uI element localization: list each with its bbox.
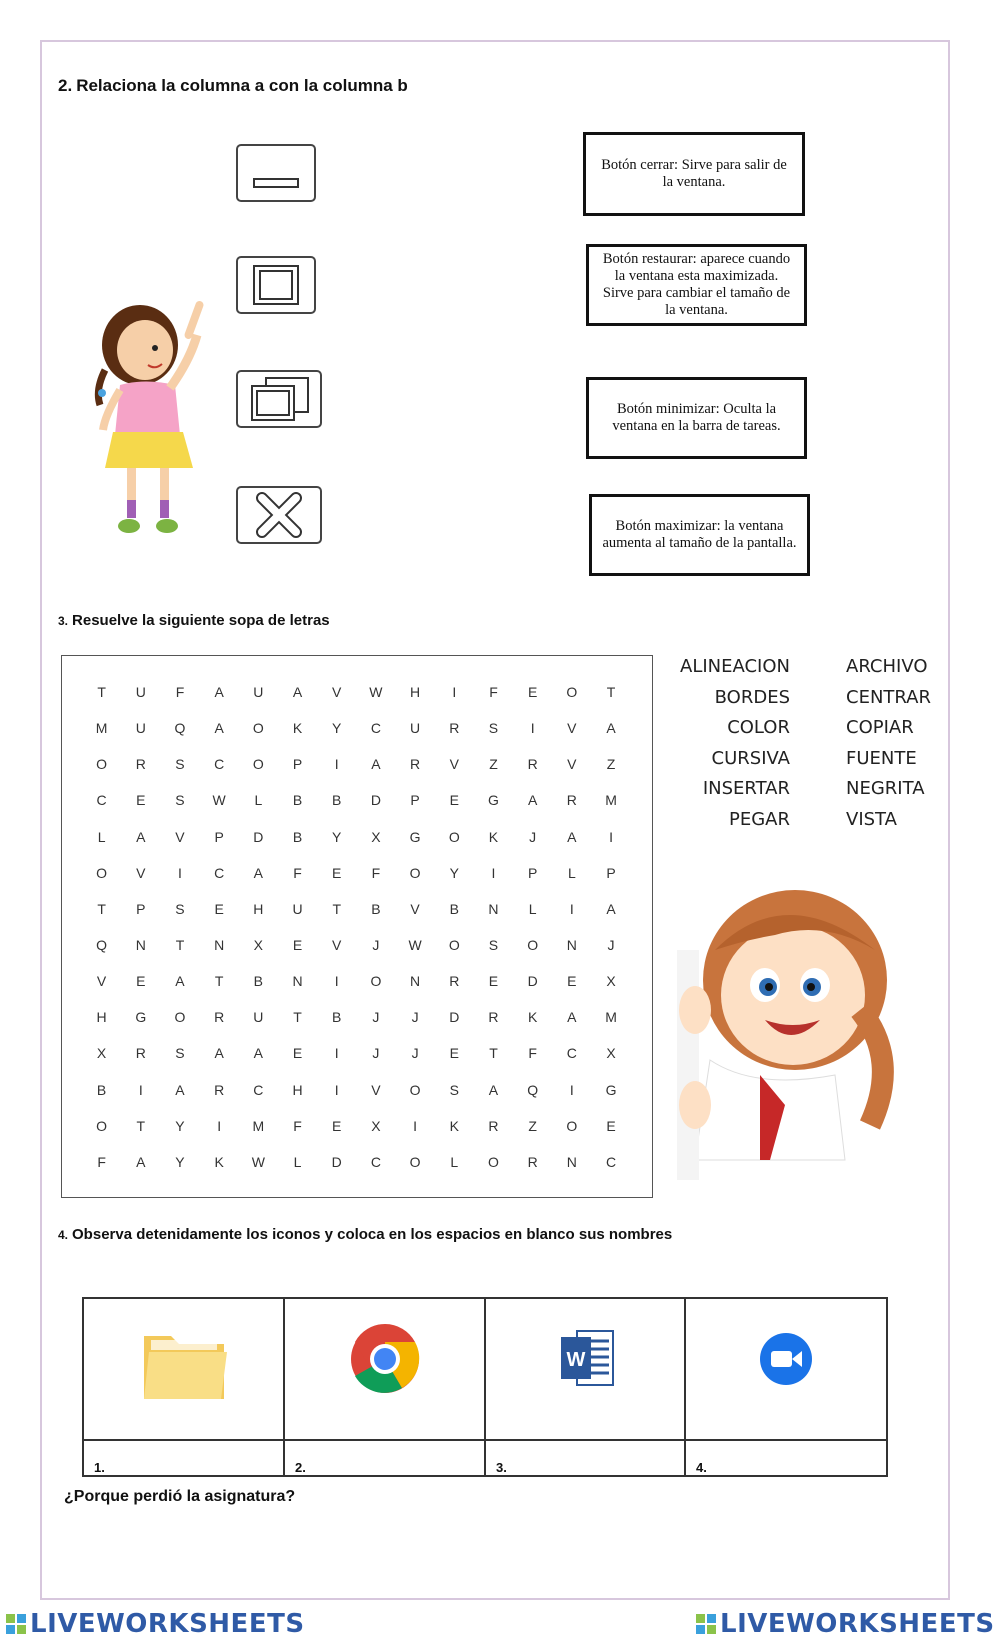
grid-letter[interactable]: C (253, 1081, 264, 1098)
liveworksheets-logo-right: LIVEWORKSHEETS (696, 1609, 995, 1639)
grid-letter[interactable]: R (449, 720, 460, 737)
grid-letter[interactable]: D (527, 973, 538, 990)
grid-letter[interactable]: X (606, 973, 616, 990)
grid-letter[interactable]: O (448, 936, 460, 953)
grid-letter[interactable]: A (292, 684, 303, 700)
grid-letter[interactable]: N (410, 973, 421, 990)
word-list-item: CURSIVA (711, 747, 790, 769)
grid-letter[interactable]: M (605, 792, 617, 809)
grid-letter[interactable]: V (175, 828, 185, 845)
grid-letter[interactable]: I (452, 684, 457, 700)
word-list-item: ARCHIVO (846, 656, 928, 677)
grid-letter[interactable]: Y (175, 1117, 185, 1134)
grid-letter[interactable]: K (214, 1153, 224, 1170)
grid-letter[interactable]: E (136, 792, 146, 809)
grid-letter[interactable]: S (488, 720, 499, 737)
grid-letter[interactable]: R (135, 756, 146, 773)
grid-letter[interactable]: J (411, 1009, 419, 1026)
word-list-item: VISTA (846, 808, 897, 830)
grid-letter[interactable]: W (212, 792, 226, 809)
grid-letter[interactable]: O (252, 720, 264, 737)
grid-letter[interactable]: K (527, 1009, 538, 1026)
grid-letter[interactable]: V (136, 864, 146, 881)
grid-letter[interactable]: O (566, 1117, 578, 1134)
icon-cell-1 (84, 1299, 285, 1439)
grid-letter[interactable]: I (569, 1081, 574, 1098)
grid-letter[interactable]: T (293, 1009, 302, 1026)
grid-letter[interactable]: V (410, 900, 420, 917)
grid-letter[interactable]: A (175, 1081, 185, 1098)
restore-icon (236, 370, 322, 428)
grid-letter[interactable]: C (605, 1153, 617, 1170)
grid-letter[interactable]: P (136, 900, 146, 917)
grid-letter[interactable]: R (214, 1081, 225, 1098)
section2-title: 2. Relaciona la columna a con la columna b (58, 76, 408, 95)
grid-letter[interactable]: E (606, 1117, 616, 1134)
grid-letter[interactable]: N (566, 1153, 577, 1170)
word-list-item: COPIAR (846, 717, 914, 738)
grid-letter[interactable]: E (292, 1045, 303, 1062)
grid-letter[interactable]: E (214, 900, 224, 917)
grid-letter[interactable]: H (96, 1009, 107, 1026)
definition-minimize-button: Botón minimizar: Oculta la ventana en la barra de tareas. (586, 377, 807, 459)
grid-letter[interactable]: W (408, 936, 422, 953)
grid-letter[interactable]: J (607, 936, 615, 953)
grid-letter[interactable]: B (96, 1081, 107, 1098)
logo-mark-icon (696, 1614, 716, 1634)
word-list-right (846, 652, 956, 835)
grid-letter[interactable]: O (409, 1153, 421, 1170)
grid-letter[interactable]: O (448, 828, 460, 845)
grid-letter[interactable]: F (489, 684, 498, 700)
grid-letter[interactable]: A (567, 828, 577, 845)
answer-blank-4[interactable]: 4. (696, 1460, 707, 1475)
grid-letter[interactable]: C (566, 1045, 577, 1062)
grid-letter[interactable]: P (527, 864, 538, 881)
minimize-icon (236, 144, 316, 202)
grid-letter[interactable]: A (567, 1009, 577, 1026)
grid-letter[interactable]: B (371, 900, 381, 917)
definition-close-button: Botón cerrar: Sirve para salir de la ventana. (583, 132, 805, 216)
grid-letter[interactable]: Y (332, 720, 342, 737)
grid-letter[interactable]: H (410, 684, 421, 700)
grid-letter[interactable]: T (489, 1045, 498, 1062)
close-icon (236, 486, 322, 544)
grid-letter[interactable]: Z (528, 1117, 537, 1134)
grid-letter[interactable]: L (254, 792, 263, 809)
grid-letter[interactable]: M (605, 1009, 617, 1026)
grid-letter[interactable]: J (372, 936, 380, 953)
grid-letter[interactable]: J (372, 1009, 380, 1026)
grid-letter[interactable]: O (527, 936, 539, 953)
definition-restore-button: Botón restaurar: aparece cuando la ventana esta maximizada. Sirve para cambiar el tamaño de la ventana. (586, 244, 807, 326)
word-icon (559, 1327, 615, 1389)
grid-letter[interactable]: L (528, 900, 537, 917)
grid-letter[interactable]: I (217, 1117, 222, 1134)
grid-letter[interactable]: V (567, 720, 577, 737)
grid-letter[interactable]: B (332, 1009, 342, 1026)
grid-letter[interactable]: L (293, 1153, 302, 1170)
grid-letter[interactable]: V (96, 973, 107, 990)
maximize-icon (236, 256, 316, 314)
grid-letter[interactable]: D (449, 1009, 460, 1026)
grid-letter[interactable]: U (253, 684, 264, 700)
grid-letter[interactable]: D (331, 1153, 342, 1170)
icon-cell-3 (486, 1299, 686, 1439)
folder-icon (139, 1324, 229, 1404)
grid-letter[interactable]: V (567, 756, 577, 773)
grid-letter[interactable]: T (214, 973, 224, 990)
grid-letter[interactable]: D (370, 792, 381, 809)
grid-letter[interactable]: E (292, 936, 303, 953)
answer-row (84, 1439, 886, 1477)
word-list-item: COLOR (727, 717, 790, 738)
grid-letter[interactable]: U (135, 720, 146, 737)
word-icon-letter: W (566, 1349, 586, 1371)
grid-letter[interactable]: S (175, 1045, 185, 1062)
grid-letter[interactable]: V (371, 1081, 381, 1098)
grid-letter[interactable]: K (488, 828, 499, 845)
grid-letter[interactable]: T (97, 900, 106, 917)
grid-letter[interactable]: Z (606, 756, 616, 773)
grid-letter[interactable]: R (135, 1045, 146, 1062)
grid-letter[interactable]: Q (527, 1081, 539, 1098)
word-list-item: PEGAR (729, 808, 790, 830)
grid-letter[interactable]: R (527, 1153, 538, 1170)
grid-letter[interactable]: A (606, 900, 616, 917)
grid-letter[interactable]: B (253, 973, 264, 990)
grid-letter[interactable]: B (292, 792, 303, 809)
grid-letter[interactable]: C (370, 1153, 381, 1170)
grid-letter[interactable]: R (449, 973, 460, 990)
grid-letter[interactable]: J (372, 1045, 380, 1062)
grid-letter[interactable]: S (488, 936, 499, 953)
grid-letter[interactable]: G (605, 1081, 617, 1098)
grid-letter[interactable]: F (293, 1117, 302, 1134)
grid-letter[interactable]: C (214, 756, 225, 773)
question-text: ¿Porque perdió la asignatura? (64, 1488, 296, 1505)
grid-letter[interactable]: A (253, 864, 264, 881)
grid-letter[interactable]: O (409, 1081, 421, 1098)
grid-letter[interactable]: I (530, 720, 535, 737)
grid-letter[interactable]: J (529, 828, 537, 845)
logo-mark-icon (6, 1614, 26, 1634)
girl-peeking-illustration (665, 860, 905, 1180)
grid-letter[interactable]: O (96, 756, 108, 773)
grid-letter[interactable]: I (491, 864, 496, 881)
grid-letter[interactable]: L (567, 864, 576, 881)
grid-letter[interactable]: B (449, 900, 459, 917)
grid-letter[interactable]: A (253, 1045, 264, 1062)
grid-letter[interactable]: N (292, 973, 303, 990)
grid-letter[interactable]: C (370, 720, 381, 737)
grid-letter[interactable]: Y (175, 1153, 185, 1170)
icon-cell-4 (686, 1299, 886, 1439)
grid-letter[interactable]: T (175, 936, 185, 953)
grid-letter[interactable]: J (411, 1045, 419, 1062)
grid-letter[interactable]: O (96, 1117, 108, 1134)
liveworksheets-logo-left: LIVEWORKSHEETS (6, 1609, 305, 1639)
grid-letter[interactable]: I (334, 1081, 339, 1098)
grid-letter[interactable]: E (567, 973, 577, 990)
grid-letter[interactable]: I (609, 828, 613, 845)
word-search-grid (82, 674, 631, 1180)
grid-letter[interactable]: A (214, 720, 224, 737)
word-list-item: CENTRAR (846, 686, 931, 708)
grid-letter[interactable]: F (97, 1153, 106, 1170)
word-list-item: FUENTE (846, 747, 917, 769)
definition-maximize-button: Botón maximizar: la ventana aumenta al tamaño de la pantalla. (589, 494, 810, 576)
grid-letter[interactable]: S (175, 756, 185, 773)
grid-letter[interactable]: Y (332, 828, 342, 845)
grid-letter[interactable]: R (488, 1009, 499, 1026)
grid-letter[interactable]: N (488, 900, 499, 917)
grid-letter[interactable]: U (253, 1009, 264, 1026)
grid-letter[interactable]: R (566, 792, 577, 809)
grid-letter[interactable]: R (527, 756, 538, 773)
grid-letter[interactable]: V (332, 684, 342, 700)
grid-letter[interactable]: A (175, 973, 185, 990)
word-list-item: NEGRITA (846, 778, 925, 799)
grid-letter[interactable]: K (292, 720, 303, 737)
grid-letter[interactable]: O (96, 864, 108, 881)
grid-letter[interactable]: E (332, 1117, 342, 1134)
grid-letter[interactable]: T (136, 1117, 146, 1134)
grid-letter[interactable]: I (569, 900, 574, 917)
grid-letter[interactable]: B (292, 828, 303, 845)
grid-letter[interactable]: E (527, 684, 538, 700)
grid-letter[interactable]: G (409, 828, 421, 845)
grid-letter[interactable]: M (95, 720, 108, 737)
grid-letter[interactable]: P (410, 792, 420, 809)
grid-letter[interactable]: V (332, 936, 342, 953)
grid-letter[interactable]: Q (174, 720, 186, 737)
grid-letter[interactable]: F (175, 684, 185, 700)
grid-letter[interactable]: M (252, 1117, 265, 1134)
grid-letter[interactable]: A (606, 720, 616, 737)
answer-blank-1[interactable]: 1. (84, 1441, 285, 1477)
grid-letter[interactable]: N (214, 936, 225, 953)
word-list-item: INSERTAR (702, 778, 790, 799)
grid-letter[interactable]: F (371, 864, 381, 881)
grid-letter[interactable]: I (334, 756, 339, 773)
grid-letter[interactable]: K (449, 1117, 459, 1134)
grid-letter[interactable]: O (370, 973, 382, 990)
grid-letter[interactable]: N (566, 936, 577, 953)
grid-letter[interactable]: A (527, 792, 538, 809)
grid-letter[interactable]: H (292, 1081, 303, 1098)
grid-letter[interactable]: G (488, 792, 499, 809)
grid-letter[interactable]: D (253, 828, 264, 845)
answer-blank-2[interactable]: 2. (285, 1441, 486, 1477)
grid-letter[interactable]: T (606, 684, 616, 700)
grid-letter[interactable]: X (371, 828, 381, 845)
grid-letter[interactable]: X (606, 1045, 616, 1062)
grid-letter[interactable]: O (252, 756, 264, 773)
meet-icon (758, 1331, 814, 1387)
grid-letter[interactable]: E (449, 1045, 459, 1062)
grid-letter[interactable]: X (96, 1045, 107, 1062)
grid-letter[interactable]: O (174, 1009, 186, 1026)
grid-letter[interactable]: T (97, 684, 106, 700)
grid-letter[interactable]: R (214, 1009, 225, 1026)
grid-letter[interactable]: O (566, 684, 578, 700)
grid-letter[interactable]: E (136, 973, 146, 990)
word-list-item: BORDES (714, 686, 790, 708)
grid-letter[interactable]: A (488, 1081, 499, 1098)
grid-letter[interactable]: E (488, 973, 499, 990)
grid-letter[interactable]: E (449, 792, 459, 809)
grid-letter[interactable]: H (253, 900, 264, 917)
grid-letter[interactable]: S (449, 1081, 459, 1098)
grid-letter[interactable]: A (136, 828, 146, 845)
grid-letter[interactable]: N (135, 936, 146, 953)
grid-letter[interactable]: I (334, 973, 339, 990)
icon-cell-2 (285, 1299, 486, 1439)
grid-letter[interactable]: I (334, 1045, 339, 1062)
grid-letter[interactable]: L (450, 1153, 459, 1170)
grid-letter[interactable]: A (214, 684, 224, 700)
answer-blank-3[interactable]: 3. (486, 1441, 686, 1477)
grid-letter[interactable]: C (96, 792, 107, 809)
grid-letter[interactable]: U (410, 720, 421, 737)
grid-letter[interactable]: I (138, 1081, 143, 1098)
grid-letter[interactable]: T (332, 900, 341, 917)
grid-letter[interactable]: G (135, 1009, 147, 1026)
icon-naming-table (82, 1297, 888, 1477)
grid-letter[interactable]: O (488, 1153, 499, 1170)
grid-letter[interactable]: F (293, 864, 302, 881)
section3-title: 3. Resuelve la siguiente sopa de letras (58, 612, 330, 629)
section4-title: 4. Observa detenidamente los iconos y coloca en los espacios en blanco sus nombres (58, 1226, 673, 1243)
grid-letter[interactable]: Y (449, 864, 459, 881)
grid-letter[interactable]: U (135, 684, 146, 700)
word-list-item: ALINEACION (680, 656, 790, 677)
grid-letter[interactable]: W (369, 684, 383, 700)
grid-letter[interactable]: R (410, 756, 421, 773)
grid-letter[interactable]: F (528, 1045, 537, 1062)
grid-letter[interactable]: X (371, 1117, 381, 1134)
grid-letter[interactable]: A (214, 1045, 224, 1062)
grid-letter[interactable]: C (214, 864, 225, 881)
grid-letter[interactable]: W (251, 1153, 265, 1170)
grid-letter[interactable]: Z (489, 756, 498, 773)
grid-letter[interactable]: B (332, 792, 342, 809)
chrome-icon (349, 1323, 421, 1395)
girl-pointing-illustration (85, 290, 225, 555)
grid-letter[interactable]: S (175, 792, 185, 809)
grid-letter[interactable]: X (253, 936, 264, 953)
grid-letter[interactable]: V (449, 756, 459, 773)
grid-letter[interactable]: O (409, 864, 421, 881)
grid-letter[interactable]: S (175, 900, 185, 917)
grid-letter[interactable]: P (292, 756, 303, 773)
grid-letter[interactable]: L (97, 828, 106, 845)
grid-letter[interactable]: U (292, 900, 303, 917)
grid-letter[interactable]: I (413, 1117, 418, 1134)
grid-letter[interactable]: E (332, 864, 342, 881)
grid-letter[interactable]: P (606, 864, 616, 881)
grid-letter[interactable]: I (178, 864, 182, 881)
grid-letter[interactable]: R (488, 1117, 499, 1134)
grid-letter[interactable]: P (214, 828, 224, 845)
word-list-left (680, 652, 790, 835)
grid-letter[interactable]: Q (96, 936, 108, 953)
word-search-box (61, 655, 653, 1198)
grid-letter[interactable]: A (136, 1153, 146, 1170)
grid-letter[interactable]: A (371, 756, 381, 773)
